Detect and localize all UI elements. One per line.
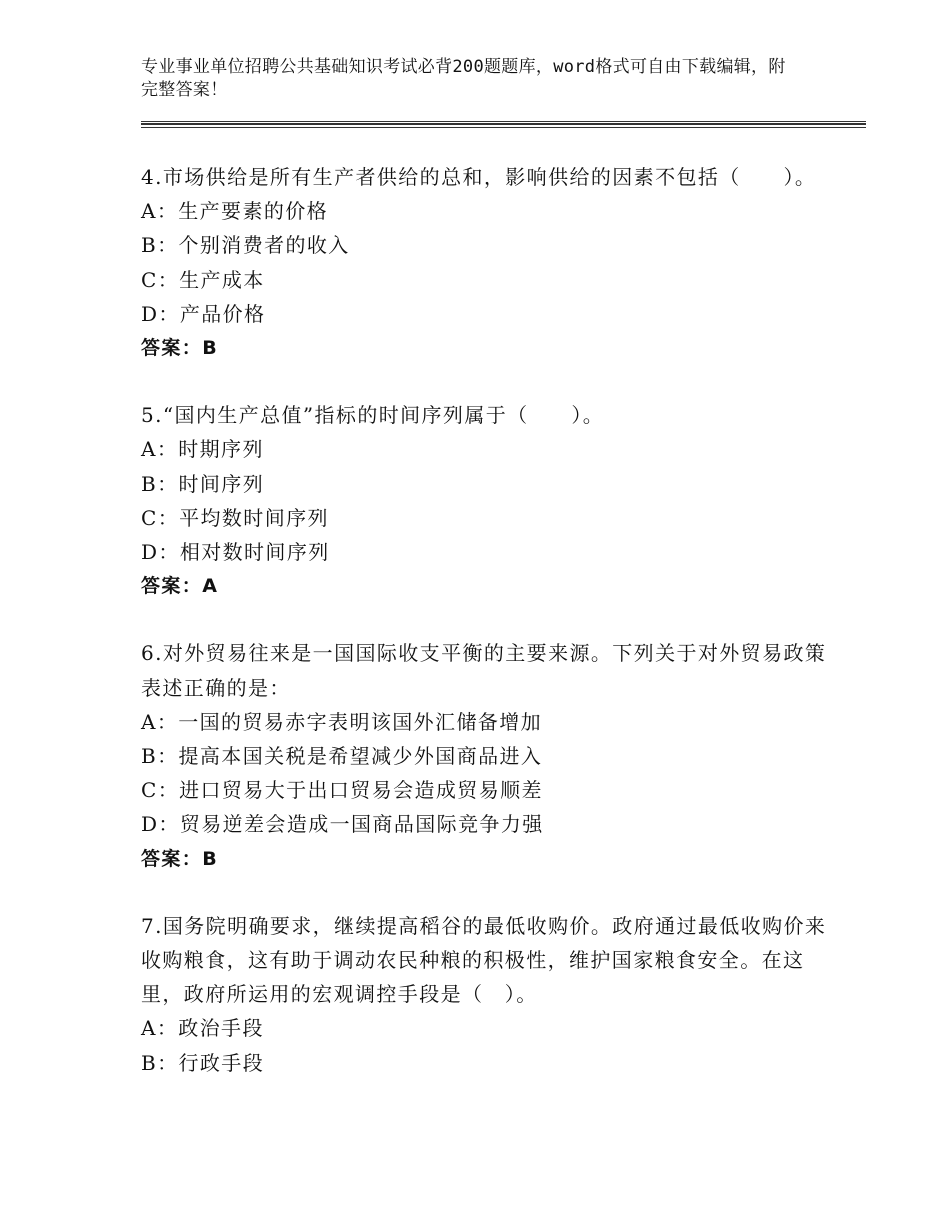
question-5 bbox=[141, 398, 831, 603]
option-c: C：进口贸易大于出口贸易会造成贸易顺差 bbox=[141, 778, 543, 803]
option-a: A：一国的贸易赤字表明该国外汇储备增加 bbox=[141, 709, 543, 734]
document-header: 专业事业单位招聘公共基础知识考试必背200题题库，word格式可自由下载编辑，附完整答案！ bbox=[141, 57, 786, 100]
question-6 bbox=[141, 636, 831, 875]
option-a: A：政治手段 bbox=[141, 1016, 264, 1041]
option-b: B：时间序列 bbox=[141, 471, 265, 496]
option-a: A：时期序列 bbox=[141, 437, 264, 462]
option-c: C：平均数时间序列 bbox=[141, 505, 329, 530]
question-stem: 5.“国内生产总值”指标的时间序列属于（ ）。 bbox=[141, 403, 605, 428]
answer-label: 答案：B bbox=[141, 847, 219, 870]
question-stem: 6.对外贸易往来是一国国际收支平衡的主要来源。下列关于对外贸易政策表述正确的是： bbox=[141, 641, 827, 700]
question-stem: 7.国务院明确要求，继续提高稻谷的最低收购价。政府通过最低收购价来收购粮食，这有助于调动农民种粮的积极性，维护国家粮食安全。在这里，政府所运用的宏观调控手段是（ ）。 bbox=[141, 913, 827, 1007]
question-list bbox=[141, 160, 831, 1113]
answer-label: 答案：B bbox=[141, 337, 219, 360]
option-d: D：相对数时间序列 bbox=[141, 540, 330, 565]
answer-label: 答案：A bbox=[141, 575, 219, 598]
option-b: B：提高本国关税是希望减少外国商品进入 bbox=[141, 744, 543, 769]
header-rule-middle bbox=[141, 123, 866, 125]
option-c: C：生产成本 bbox=[141, 267, 265, 292]
header-rule-bottom bbox=[141, 127, 866, 128]
question-4 bbox=[141, 160, 831, 365]
option-d: D：贸易逆差会造成一国商品国际竞争力强 bbox=[141, 812, 544, 837]
header-rule-top bbox=[141, 121, 866, 122]
option-a: A：生产要素的价格 bbox=[141, 199, 329, 224]
option-b: B：个别消费者的收入 bbox=[141, 233, 350, 258]
question-stem: 4.市场供给是所有生产者供给的总和，影响供给的因素不包括（ ）。 bbox=[141, 165, 817, 189]
option-d: D：产品价格 bbox=[141, 301, 266, 326]
question-7 bbox=[141, 909, 831, 1080]
option-b: B：行政手段 bbox=[141, 1050, 265, 1075]
